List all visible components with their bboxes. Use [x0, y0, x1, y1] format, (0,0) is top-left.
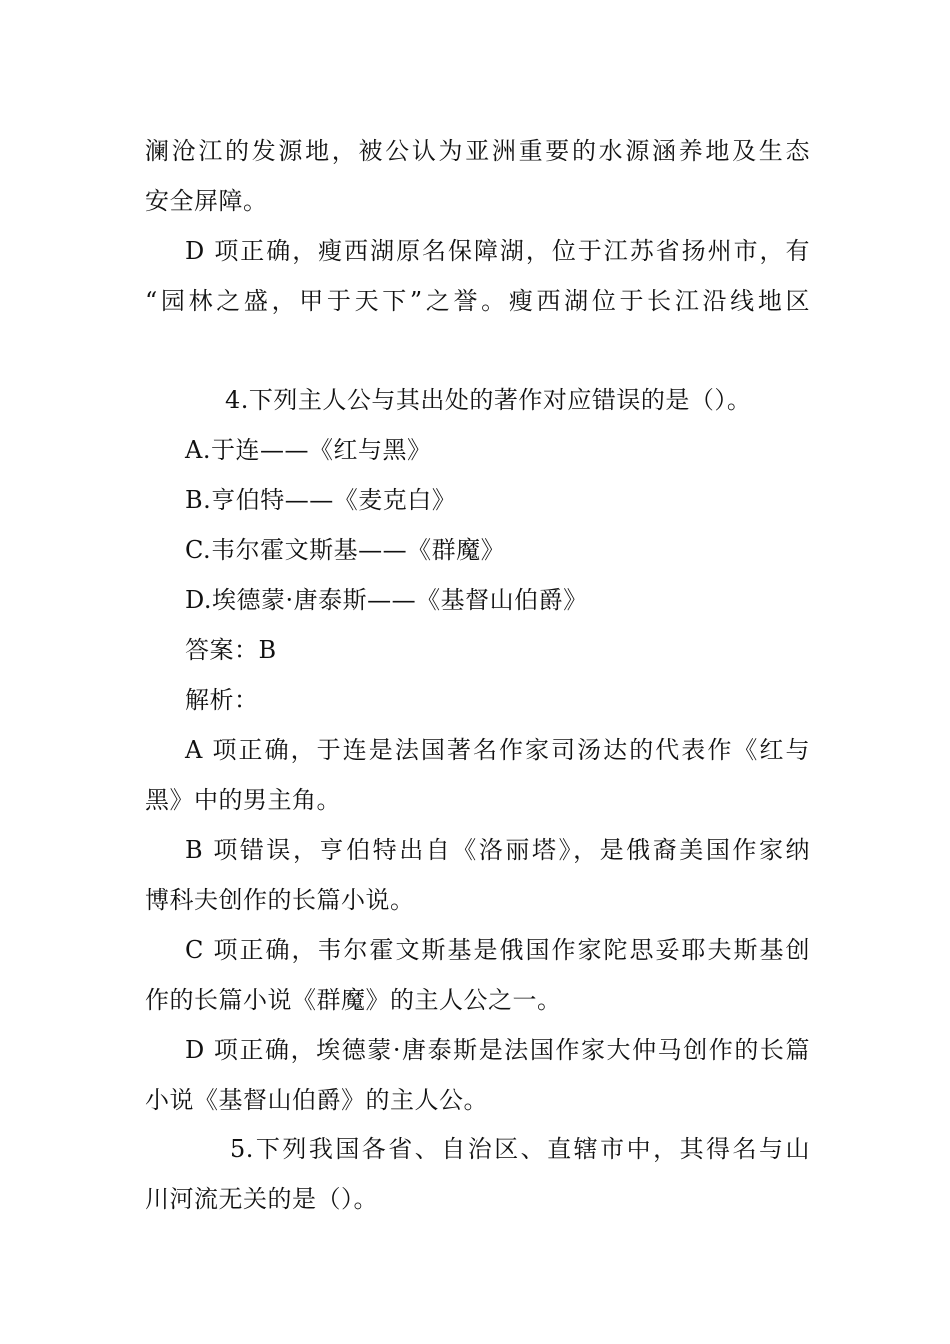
analysis-c-line1: C 项正确，韦尔霍文斯基是俄国作家陀思妥耶夫斯基创: [185, 936, 810, 964]
option-b: B.亨伯特——《麦克白》: [185, 486, 457, 514]
paragraph-line: 安全屏障。: [145, 187, 268, 215]
option-a: A.于连——《红与黑》: [185, 436, 432, 464]
paragraph-line: 澜沧江的发源地，被公认为亚洲重要的水源涵养地及生态: [145, 137, 810, 165]
answer: 答案：B: [185, 636, 277, 664]
question-5-line2: 川河流无关的是（）。: [145, 1185, 378, 1213]
paragraph-line: “园林之盛，甲于天下”之誉。瘦西湖位于长江沿线地区: [145, 287, 810, 315]
analysis-b-line1: B 项错误，亨伯特出自《洛丽塔》，是俄裔美国作家纳: [185, 836, 810, 864]
question-5-line1: 5.下列我国各省、自治区、直辖市中，其得名与山: [230, 1135, 810, 1163]
analysis-a-line1: A 项正确，于连是法国著名作家司汤达的代表作《红与: [185, 736, 810, 764]
analysis-a-line2: 黑》中的男主角。: [145, 786, 341, 814]
analysis-d-line2: 小说《基督山伯爵》的主人公。: [145, 1086, 488, 1114]
question-4: 4.下列主人公与其出处的著作对应错误的是（）。: [225, 386, 752, 414]
paragraph-line: D 项正确，瘦西湖原名保障湖，位于江苏省扬州市，有: [185, 237, 810, 265]
analysis-label: 解析：: [185, 686, 259, 714]
analysis-b-line2: 博科夫创作的长篇小说。: [145, 886, 415, 914]
analysis-d-line1: D 项正确，埃德蒙·唐泰斯是法国作家大仲马创作的长篇: [185, 1036, 810, 1064]
option-d: D.埃德蒙·唐泰斯——《基督山伯爵》: [185, 586, 588, 614]
option-c: C.韦尔霍文斯基——《群魔》: [185, 536, 506, 564]
analysis-c-line2: 作的长篇小说《群魔》的主人公之一。: [145, 986, 562, 1014]
